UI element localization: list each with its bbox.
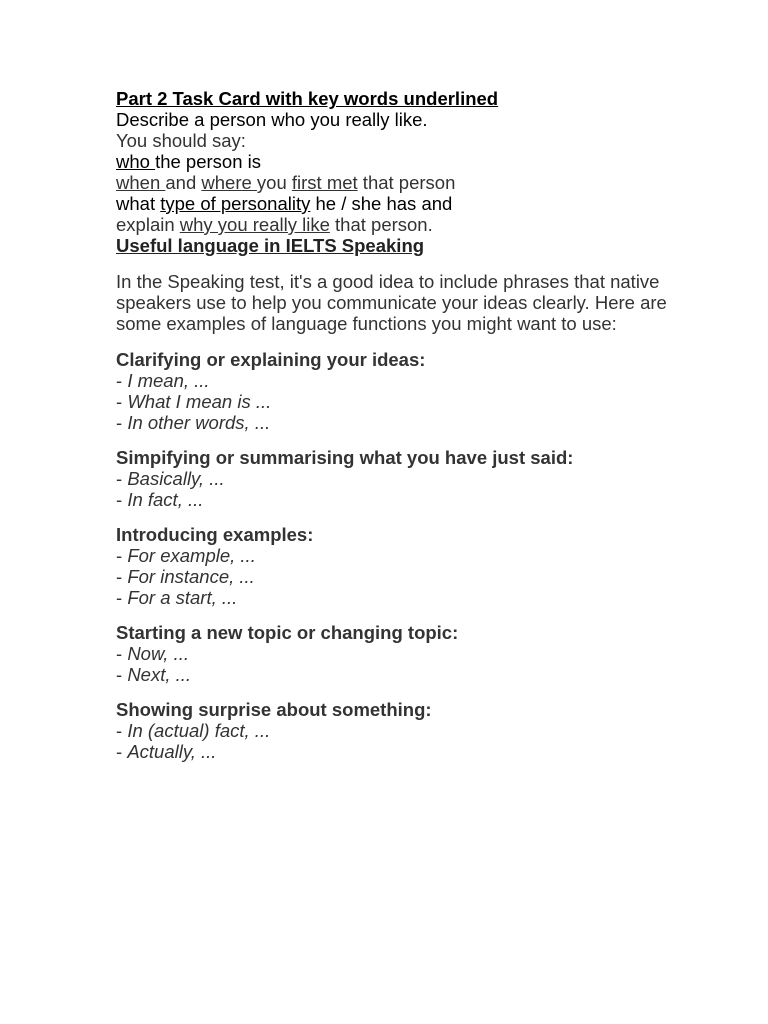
phrase-dash: - (116, 391, 128, 412)
phrase-group-heading: Simpifying or summarising what you have just said: (116, 447, 574, 468)
phrase-dash: - (116, 741, 128, 762)
phrase-dash: - (116, 545, 128, 566)
useful-language-intro: In the Speaking test, it's a good idea to include phrases that native speakers use to help you communicate your ideas clearly. Here are some examples of language functions you might want to use: (116, 271, 667, 334)
keyword-when: when (116, 172, 166, 193)
task-line-and: and (165, 172, 202, 193)
phrase-item (116, 566, 676, 587)
task-line-personality (116, 193, 676, 214)
phrase-text: Basically, ... (127, 468, 225, 489)
phrase-group (116, 622, 676, 685)
phrase-text: In fact, ... (127, 489, 204, 510)
task-line-what: what (116, 193, 161, 214)
phrase-item (116, 391, 676, 412)
keyword-type-of-personality: type of personality (160, 193, 311, 214)
phrase-text: For a start, ... (127, 587, 238, 608)
phrase-group (116, 524, 676, 608)
task-prompt: Describe a person who you really like. (116, 109, 428, 130)
phrase-group (116, 349, 676, 433)
phrase-dash: - (116, 587, 128, 608)
phrase-text: Now, ... (127, 643, 190, 664)
phrase-text: For instance, ... (127, 566, 255, 587)
phrase-group-heading: Clarifying or explaining your ideas: (116, 349, 426, 370)
useful-language-title: Useful language in IELTS Speaking (116, 235, 425, 256)
phrase-item (116, 720, 676, 741)
phrase-dash: - (116, 664, 128, 685)
phrase-item (116, 664, 676, 685)
phrase-group-heading: Introducing examples: (116, 524, 314, 545)
phrase-text: In other words, ... (127, 412, 271, 433)
task-card-title: Part 2 Task Card with key words underlined (116, 88, 499, 109)
keyword-who: who (116, 151, 156, 172)
phrase-dash: - (116, 643, 128, 664)
phrase-dash: - (116, 489, 128, 510)
phrase-dash: - (116, 720, 128, 741)
task-line-he-she: he / she has and (310, 193, 453, 214)
phrase-group (116, 447, 676, 510)
task-line-who-rest: the person is (155, 151, 262, 172)
phrase-dash: - (116, 370, 128, 391)
phrase-item (116, 741, 676, 762)
task-line-when-where (116, 172, 676, 193)
phrase-item (116, 643, 676, 664)
phrase-text: I mean, ... (127, 370, 210, 391)
phrase-text: Next, ... (127, 664, 192, 685)
phrase-dash: - (116, 412, 128, 433)
phrase-group-heading: Showing surprise about something: (116, 699, 432, 720)
phrase-group (116, 699, 676, 762)
task-line-that-person-end: that person. (329, 214, 433, 235)
phrase-item (116, 587, 676, 608)
document-page (116, 88, 676, 776)
phrase-text: What I mean is ... (127, 391, 272, 412)
phrase-text: In (actual) fact, ... (127, 720, 271, 741)
task-line-explain-word: explain (116, 214, 180, 235)
keyword-where: where (201, 172, 257, 193)
phrase-item (116, 545, 676, 566)
phrase-item (116, 468, 676, 489)
should-say: You should say: (116, 130, 246, 151)
phrase-item (116, 412, 676, 433)
phrase-dash: - (116, 468, 128, 489)
task-line-explain (116, 214, 676, 235)
phrase-groups (116, 349, 676, 762)
phrase-text: For example, ... (127, 545, 256, 566)
phrase-group-heading: Starting a new topic or changing topic: (116, 622, 459, 643)
phrase-dash: - (116, 566, 128, 587)
task-line-that-person: that person (357, 172, 456, 193)
task-line-you: you (256, 172, 292, 193)
keyword-why-you-really-like: why you really like (179, 214, 330, 235)
phrase-item (116, 370, 676, 391)
phrase-item (116, 489, 676, 510)
keyword-first-met: first met (291, 172, 358, 193)
phrase-text: Actually, ... (127, 741, 217, 762)
task-line-who (116, 151, 676, 172)
